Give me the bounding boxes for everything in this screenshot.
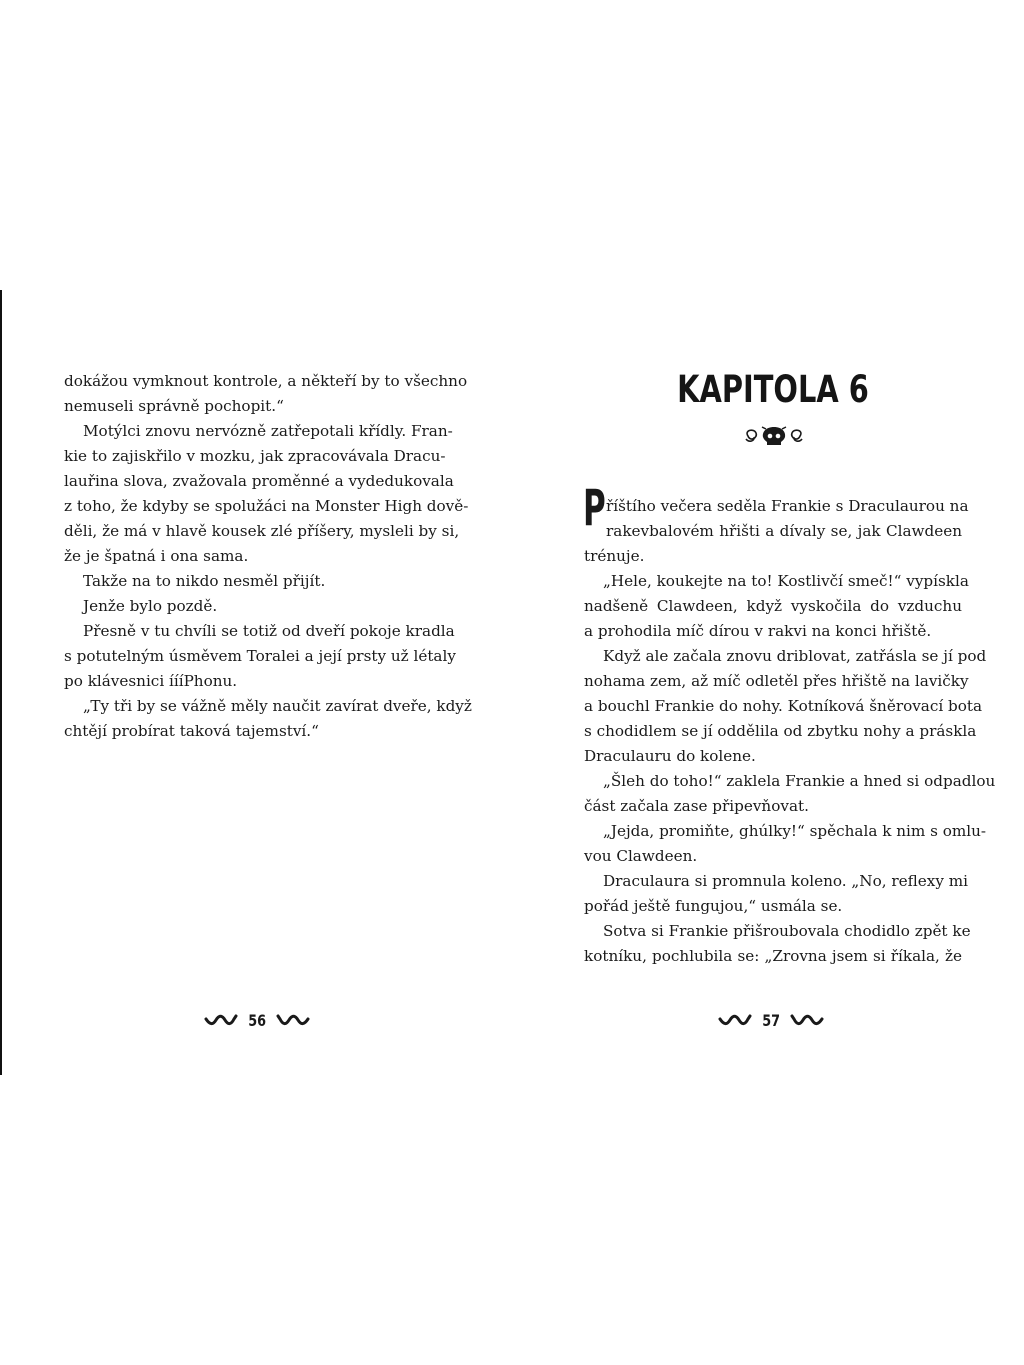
text-line: nemuseli správně pochopit.“ — [64, 397, 284, 415]
drop-cap: P — [583, 479, 606, 537]
text-line: dokážou vymknout kontrole, a někteří by to všechno — [64, 372, 468, 390]
text-line: Takže na to nikdo nesměl přijít. — [83, 572, 326, 590]
text-line: po klávesnici íííPhonu. — [64, 672, 238, 690]
text-line: s potutelným úsměvem Toralei a její prsty už létaly — [64, 647, 456, 665]
page-number: 56 — [248, 1010, 267, 1030]
squiggle-icon — [718, 1012, 752, 1028]
page-number: 57 — [762, 1010, 781, 1030]
chapter-title: KAPITOLA 6 — [677, 368, 869, 411]
text-line: nadšeně Clawdeen, když vyskočila do vzduchu — [584, 597, 962, 615]
page-number-right — [718, 1008, 824, 1032]
text-line: Přesně v tu chvíli se totiž od dveří pokoje kradla — [83, 622, 455, 640]
skull-flourish-icon — [740, 426, 808, 446]
text-line: „Hele, koukejte na to! Kostlivčí smeč!“ vypískla — [603, 572, 969, 590]
text-line: Draculauru do kolene. — [584, 747, 756, 765]
text-line: a prohodila míč dírou v rakvi na konci hřiště. — [584, 622, 932, 640]
text-line: děli, že má v hlavě kousek zlé příšery, mysleli by si, — [64, 522, 460, 540]
left-page-text — [64, 369, 472, 744]
book-spine-edge — [0, 290, 2, 1075]
text-line: Jenže bylo pozdě. — [83, 597, 218, 615]
text-line: chtějí probírat taková tajemství.“ — [64, 722, 319, 740]
page-number-left — [204, 1008, 310, 1032]
text-line: říštího večera seděla Frankie s Draculaurou na — [606, 497, 969, 515]
text-line: trénuje. — [584, 547, 645, 565]
text-line: Když ale začala znovu driblovat, zatřásla se jí pod — [603, 647, 987, 665]
text-line: „Šleh do toho!“ zaklela Frankie a hned si odpadlou — [603, 772, 996, 790]
text-line: kie to zajiskřilo v mozku, jak zpracovávala Dracu- — [64, 447, 446, 465]
squiggle-icon — [276, 1012, 310, 1028]
text-line: že je špatná i ona sama. — [64, 547, 249, 565]
text-line: lauřina slova, zvažovala proměnné a vydedukovala — [64, 472, 454, 490]
text-line: Sotva si Frankie přišroubovala chodidlo zpět ke — [603, 922, 971, 940]
squiggle-icon — [204, 1012, 238, 1028]
text-line: vou Clawdeen. — [584, 847, 698, 865]
text-line: pořád ještě fungujou,“ usmála se. — [584, 897, 843, 915]
right-page-text — [584, 494, 996, 969]
text-line: s chodidlem se jí oddělila od zbytku nohy a práskla — [584, 722, 977, 740]
text-line: Motýlci znovu nervózně zatřepotali křídly. Fran- — [83, 422, 453, 440]
text-line: a bouchl Frankie do nohy. Kotníková šněrovací bota — [584, 697, 983, 715]
text-line: kotníku, pochlubila se: „Zrovna jsem si říkala, že — [584, 947, 962, 965]
text-line: rakevbalovém hřišti a dívaly se, jak Clawdeen — [606, 522, 962, 540]
text-line: „Jejda, promiňte, ghúlky!“ spěchala k nim s omlu- — [603, 822, 987, 840]
text-line: Draculaura si promnula koleno. „No, reflexy mi — [603, 872, 968, 890]
text-line: z toho, že kdyby se spolužáci na Monster High dově- — [64, 497, 469, 515]
text-line: nohama zem, až míč odletěl přes hřiště na lavičky — [584, 672, 969, 690]
squiggle-icon — [790, 1012, 824, 1028]
text-line: „Ty tři by se vážně měly naučit zavírat dveře, když — [83, 697, 472, 715]
text-line: část začala zase připevňovat. — [584, 797, 809, 815]
